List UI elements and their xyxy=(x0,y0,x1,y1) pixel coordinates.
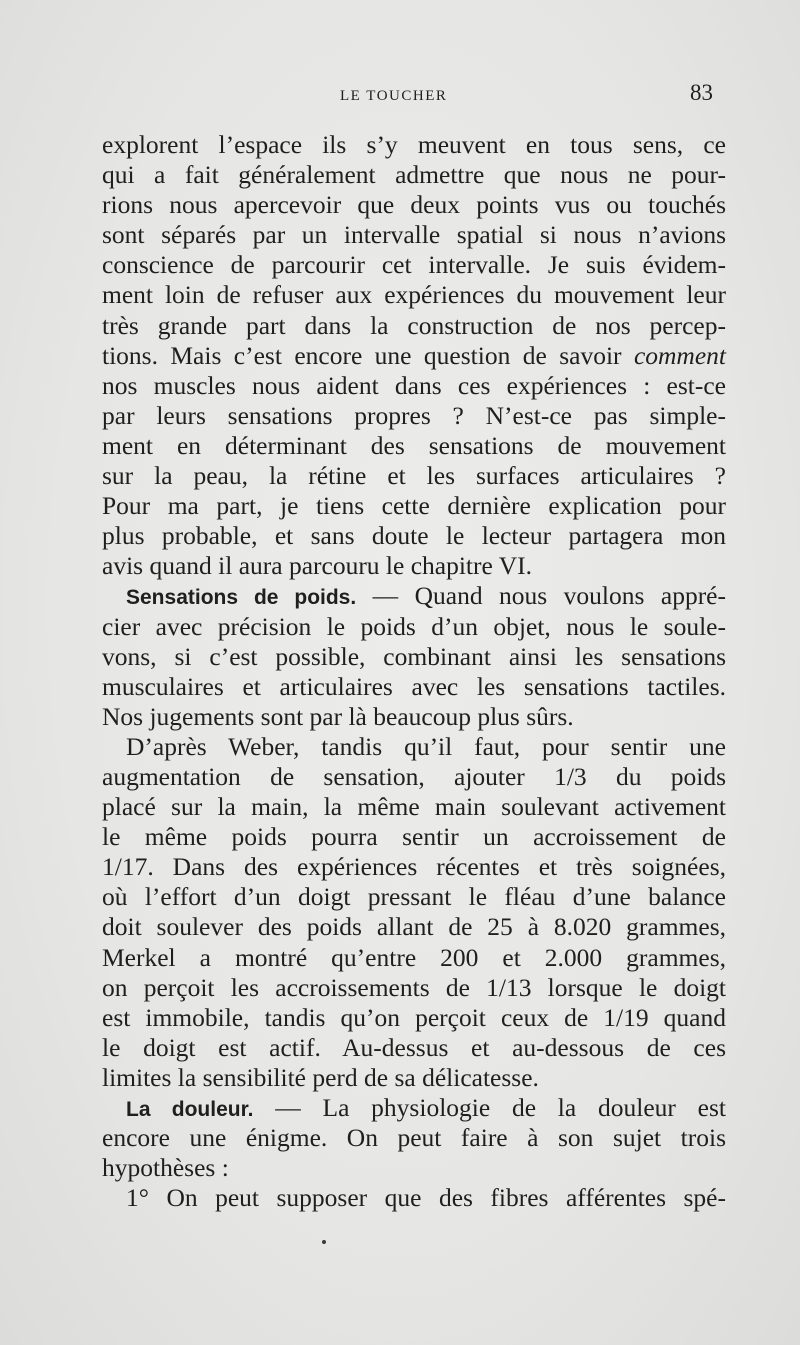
text-line: augmentation de sensation, ajouter 1/3 du poids xyxy=(102,761,726,791)
text-line: ment loin de refuser aux expériences du mouvement leur xyxy=(102,280,726,310)
text-line: explorent l’espace ils s’y meuvent en tous sens, ce xyxy=(102,130,726,159)
text-line: avis quand il aura parcouru le chapitre VI. xyxy=(102,551,533,581)
running-head xyxy=(100,78,715,108)
section-start-line xyxy=(102,1093,726,1123)
italic-word: comment xyxy=(633,340,727,370)
text-line: D’après Weber, tandis qu’il faut, pour sentir une xyxy=(126,731,726,761)
text-line: par leurs sensations propres ? N’est-ce pas simple- xyxy=(102,400,726,430)
text-line: encore une énigme. On peut faire à son sujet trois xyxy=(102,1123,726,1153)
text-line: placé sur la main, la même main soulevant activement xyxy=(102,792,726,822)
section-heading-weights: Sensations de poids. xyxy=(126,586,357,610)
text-line: on perçoit les accroissements de 1/13 lorsque le doigt xyxy=(102,972,726,1002)
text-line: le même poids pourra sentir un accroissement de xyxy=(102,822,726,852)
text-line: conscience de parcourir cet intervalle. Je suis évidem- xyxy=(102,250,726,280)
text-line: Nos jugements sont par là beaucoup plus sûrs. xyxy=(102,701,574,731)
body-text xyxy=(102,130,726,1213)
text-line: Merkel a montré qu’entre 200 et 2.000 grammes, xyxy=(102,942,726,972)
text-line: limites la sensibilité perd de sa délicatesse. xyxy=(102,1062,539,1092)
text-segment: — La physiologie de la douleur est xyxy=(275,1093,727,1122)
section-start-line xyxy=(102,581,726,611)
text-line: 1/17. Dans des expériences récentes et très soignées, xyxy=(102,852,726,882)
text-line: nos muscles nous aident dans ces expériences : est-ce xyxy=(102,370,726,400)
text-line-with-emphasis xyxy=(102,341,726,371)
text-line: rions nous apercevoir que deux points vus ou touchés xyxy=(102,190,726,220)
text-line: musculaires et articulaires avec les sensations tactiles. xyxy=(102,671,726,701)
running-title: LE TOUCHER xyxy=(340,88,448,104)
text-line: plus probable, et sans doute le lecteur partagera mon xyxy=(102,521,726,551)
text-line: est immobile, tandis qu’on perçoit ceux de 1/19 quand xyxy=(102,1002,726,1032)
text-line: sur la peau, la rétine et les surfaces articulaires ? xyxy=(102,461,726,491)
text-line: Pour ma part, je tiens cette dernière explication pour xyxy=(102,491,726,521)
section-heading-pain: La douleur. xyxy=(126,1098,254,1121)
text-line: vons, si c’est possible, combinant ainsi les sensations xyxy=(102,641,726,671)
text-line: qui a fait généralement admettre que nous ne pour- xyxy=(102,160,726,190)
text-line: le doigt est actif. Au-dessus et au-dessous de ces xyxy=(102,1032,726,1062)
text-line: ment en déterminant des sensations de mouvement xyxy=(102,430,726,460)
text-segment: — Quand nous voulons appré- xyxy=(372,581,726,611)
text-line: 1° On peut supposer que des fibres afférentes spé- xyxy=(126,1183,726,1213)
text-line: cier avec précision le poids d’un objet, nous le soule- xyxy=(102,611,726,641)
text-line: sont séparés par un intervalle spatial si nous n’avions xyxy=(102,220,726,250)
text-line: hypothèses : xyxy=(102,1153,229,1183)
text-line: doit soulever des poids allant de 25 à 8.020 grammes, xyxy=(102,912,726,942)
text-line: où l’effort d’un doigt pressant le fléau d’une balance xyxy=(102,882,726,912)
text-segment: tions. Mais c’est encore une question de savoir xyxy=(102,340,622,370)
text-line: très grande part dans la construction de nos percep- xyxy=(102,310,726,340)
print-speck xyxy=(322,1240,326,1244)
page-number: 83 xyxy=(690,80,713,105)
